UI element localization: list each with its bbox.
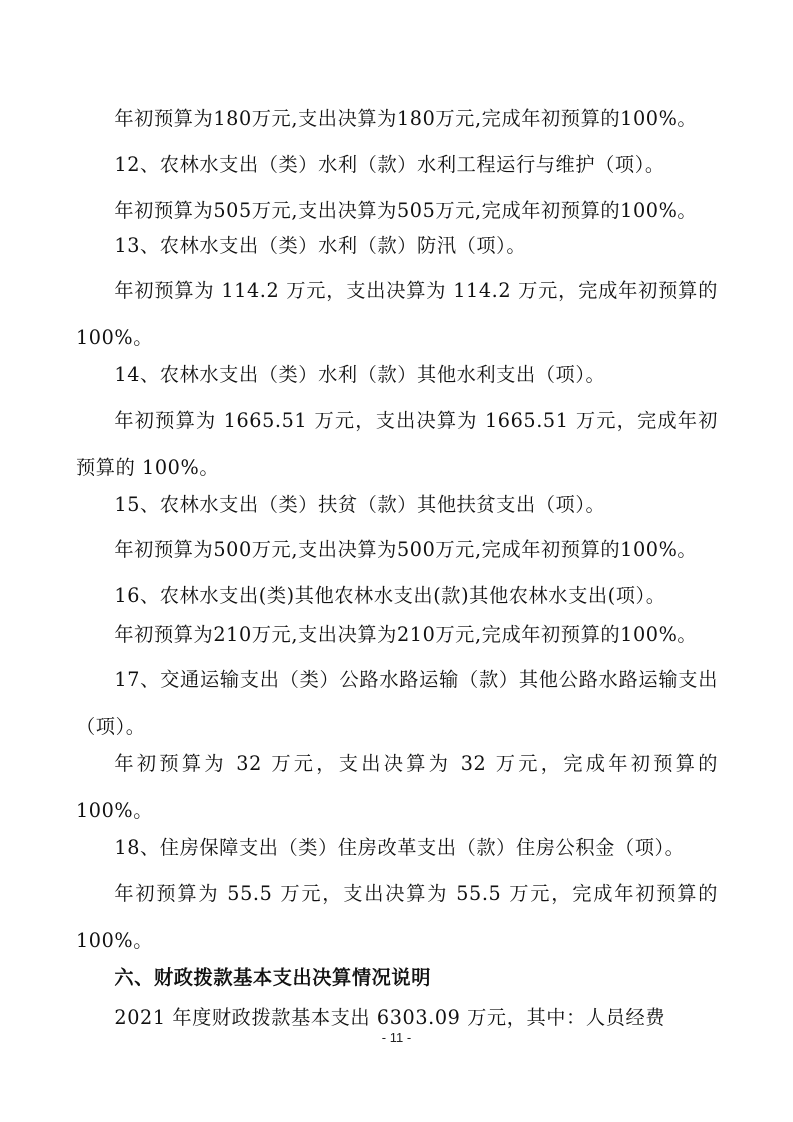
- page-number: - 11 -: [381, 1030, 412, 1045]
- paragraph-budget-13: 年初预算为 114.2 万元，支出决算为 114.2 万元，完成年初预算的 100%。: [76, 279, 718, 349]
- paragraph-item-13: 13、农林水支出（类）水利（款）防汛（项）。: [114, 234, 527, 257]
- paragraph-budget-17: 年初预算为 32 万元，支出决算为 32 万元，完成年初预算的100%。: [76, 752, 718, 822]
- paragraph-item-14: 14、农林水支出（类）水利（款）其他水利支出（项）。: [114, 363, 606, 386]
- section-heading: 六、财政拨款基本支出决算情况说明: [114, 966, 431, 989]
- paragraph-item-18: 18、住房保障支出（类）住房改革支出（款）住房公积金（项）。: [114, 836, 685, 859]
- paragraph-budget-12: 年初预算为505万元,支出决算为505万元,完成年初预算的100%。: [114, 199, 698, 222]
- paragraph-budget-1: 年初预算为180万元,支出决算为180万元,完成年初预算的100%。: [114, 107, 698, 130]
- paragraph-basic-expenditure: 2021 年度财政拨款基本支出 6303.09 万元，其中：人员经费: [114, 1006, 666, 1029]
- paragraph-budget-14: 年初预算为 1665.51 万元，支出决算为 1665.51 万元，完成年初预算的 100%。: [76, 409, 718, 479]
- paragraph-item-15: 15、农林水支出（类）扶贫（款）其他扶贫支出（项）。: [114, 493, 606, 516]
- paragraph-item-16: 16、农林水支出(类)其他农林水支出(款)其他农林水支出(项）。: [114, 584, 666, 607]
- paragraph-budget-15: 年初预算为500万元,支出决算为500万元,完成年初预算的100%。: [114, 538, 698, 561]
- paragraph-budget-16: 年初预算为210万元,支出决算为210万元,完成年初预算的100%。: [114, 623, 698, 646]
- paragraph-item-17: 17、交通运输支出（类）公路水路运输（款）其他公路水路运输支出（项）。: [76, 668, 718, 738]
- paragraph-item-12: 12、农林水支出（类）水利（款）水利工程运行与维护（项）。: [114, 153, 665, 176]
- paragraph-budget-18: 年初预算为 55.5 万元，支出决算为 55.5 万元，完成年初预算的100%。: [76, 882, 718, 952]
